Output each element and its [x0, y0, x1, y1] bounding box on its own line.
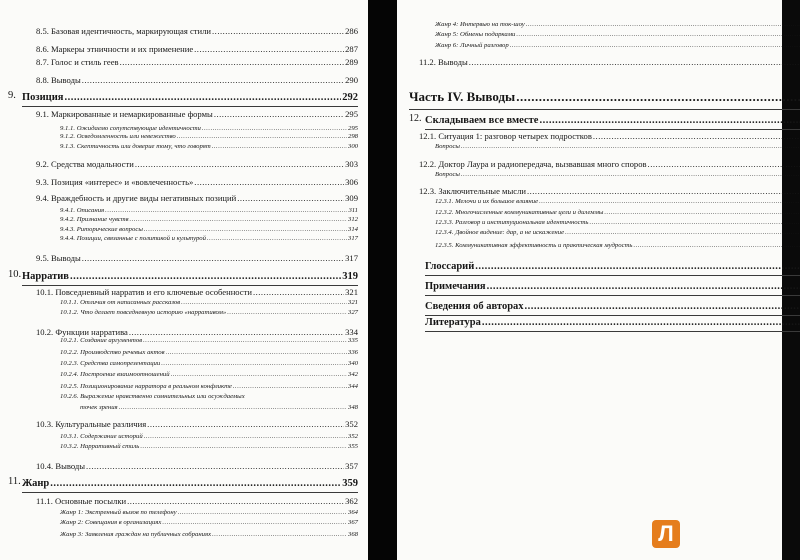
toc-entry-title: 9.4.2. Признание чувств — [60, 216, 129, 223]
dot-leader — [144, 434, 347, 441]
toc-entry-title: 10.2.5. Позиционирование нарратора в реальном конфликте — [60, 383, 232, 390]
toc-section-entry[interactable] — [36, 288, 358, 297]
toc-page-number: 357 — [345, 461, 358, 471]
toc-subsection-entry[interactable] — [60, 236, 358, 243]
dot-leader — [516, 32, 800, 39]
dot-leader — [82, 254, 344, 263]
toc-chapter-entry[interactable] — [22, 93, 358, 104]
toc-page-number: 317 — [345, 253, 358, 263]
dot-leader — [539, 116, 800, 127]
toc-entry-title: 9.2. Средства модальности — [36, 159, 134, 169]
toc-page-number: 298 — [347, 133, 358, 140]
toc-subsection-entry[interactable] — [60, 300, 358, 307]
toc-page-number: 355 — [347, 443, 358, 450]
toc-entry-title: 10.1. Повседневный нарратив и его ключевые особенности — [36, 287, 252, 297]
dot-leader — [461, 144, 800, 151]
dot-leader — [140, 444, 347, 451]
toc-chapter-entry[interactable] — [22, 272, 358, 283]
toc-subsection-entry[interactable] — [435, 243, 800, 250]
toc-entry-title: Жанр — [22, 478, 50, 489]
toc-entry-title: 10.2.3. Средства самопрезентации — [60, 360, 161, 367]
dot-leader — [487, 282, 800, 293]
chapter-rule — [22, 106, 358, 107]
toc-entry-title: 10.3. Культуральные различия — [36, 419, 147, 429]
dot-leader — [212, 27, 344, 36]
toc-entry-title: 8.6. Маркеры этничности и их применение — [36, 44, 194, 54]
dot-leader — [143, 338, 347, 345]
toc-section-entry[interactable] — [36, 420, 358, 429]
toc-entry-title: 10.1.2. Что делает повседневную историю «нарративом» — [60, 309, 227, 316]
toc-entry-title: Жанр 4: Интервью на ток-шоу — [435, 21, 525, 28]
toc-entry-title: 9.1.1. Ожидаемо сопутствующие идентичности — [60, 125, 201, 132]
dot-leader — [469, 58, 800, 67]
dot-leader — [475, 262, 800, 273]
toc-subsection-entry[interactable] — [60, 361, 358, 368]
toc-entry-title: Жанр 6: Личный разговор — [435, 42, 509, 49]
dot-leader — [161, 361, 347, 368]
dot-leader — [127, 497, 344, 506]
dot-leader — [527, 187, 800, 196]
dot-leader — [177, 134, 347, 141]
chapter-number: 10. — [8, 269, 22, 280]
toc-section-entry[interactable] — [36, 76, 358, 85]
toc-page-number: 295 — [345, 109, 358, 119]
toc-subsection-entry[interactable] — [60, 144, 358, 151]
toc-entry-title: 10.2.6. Выражение нравственно сомнительных или осуждаемых — [60, 393, 245, 400]
toc-section-entry[interactable] — [36, 462, 358, 471]
toc-subsection-entry[interactable] — [60, 338, 358, 345]
toc-subsection-entry[interactable] — [60, 520, 358, 527]
toc-subsection-entry[interactable] — [435, 144, 800, 151]
toc-page-number: 289 — [345, 57, 358, 67]
toc-section-entry[interactable] — [419, 58, 800, 67]
toc-page-number: 317 — [347, 235, 358, 242]
toc-section-entry[interactable] — [36, 328, 358, 337]
chapter-number: 11. — [8, 476, 21, 487]
toc-subsection-entry[interactable] — [60, 208, 358, 215]
toc-section-entry[interactable] — [36, 110, 358, 119]
toc-subsection-entry[interactable] — [60, 384, 358, 391]
toc-page-number: 290 — [345, 75, 358, 85]
toc-entry-title: Сведения об авторах — [425, 301, 524, 312]
toc-subsection-entry[interactable] — [60, 227, 358, 234]
chapter-number: 12. — [409, 113, 422, 124]
toc-page-number: 309 — [345, 193, 358, 203]
toc-page-number: 336 — [347, 349, 358, 356]
toc-page-number: 348 — [347, 404, 358, 411]
toc-entry-title: 12.1. Ситуация 1: разговор четырех подростков — [419, 131, 592, 141]
toc-entry-title: Жанр 3: Заявления граждан на публичных собраниях — [60, 531, 212, 538]
chapter-rule — [425, 315, 800, 316]
dot-leader — [593, 132, 800, 141]
dot-leader — [233, 384, 347, 391]
toc-entry-title: Нарратив — [22, 271, 69, 282]
toc-subsection-entry[interactable] — [60, 350, 358, 357]
dot-leader — [147, 420, 344, 429]
toc-entry-title: 11.1. Основные посылки — [36, 496, 127, 506]
toc-subsection-entry[interactable] — [435, 172, 800, 179]
dot-leader — [253, 288, 344, 297]
toc-page-number: 303 — [345, 159, 358, 169]
toc-page-number: 335 — [347, 337, 358, 344]
toc-entry-title: 10.2.2. Производство речевых актов — [60, 349, 165, 356]
toc-subsection-entry[interactable] — [60, 394, 358, 401]
dot-leader — [129, 217, 346, 224]
toc-subsection-entry[interactable] — [60, 532, 358, 539]
toc-subsection-entry[interactable] — [435, 230, 800, 237]
toc-subsection-entry[interactable] — [435, 43, 800, 50]
toc-entry-title: 12.3.5. Коммуникативная эффективность и практическая мудрость — [435, 242, 633, 249]
dot-leader — [135, 160, 344, 169]
toc-page-number: 352 — [345, 419, 358, 429]
dot-leader — [648, 160, 800, 169]
toc-page-number: 321 — [347, 299, 358, 306]
toc-entry-title: 10.2. Функции нарратива — [36, 327, 128, 337]
toc-entry-title: Жанр 1: Экстренный вызов по телефону — [60, 509, 177, 516]
toc-section-entry[interactable] — [419, 132, 800, 141]
dot-leader — [212, 144, 347, 151]
toc-page-number: 340 — [347, 360, 358, 367]
chapter-rule — [22, 285, 358, 286]
dot-leader — [227, 310, 347, 317]
toc-subsection-entry[interactable] — [435, 199, 800, 206]
right-page — [397, 0, 782, 560]
toc-chapter-entry[interactable] — [425, 116, 800, 127]
dot-leader — [202, 126, 347, 133]
toc-section-entry[interactable] — [36, 194, 358, 203]
toc-section-entry[interactable] — [36, 178, 358, 187]
toc-entry-title: 9.1.2. Осведомленность или невежество — [60, 133, 176, 140]
chapter-number: 9. — [8, 90, 16, 101]
toc-entry-title: Жанр 2: Совещания в организациях — [60, 519, 162, 526]
toc-section-entry[interactable] — [419, 160, 800, 169]
toc-entry-title: Жанр 5: Обмены подарками — [435, 31, 516, 38]
toc-section-entry[interactable] — [419, 187, 800, 196]
toc-subsection-entry[interactable] — [60, 434, 358, 441]
dot-leader — [207, 236, 347, 243]
toc-entry-title: 10.2.4. Построение взаимоотношений — [60, 371, 170, 378]
toc-page-number: 319 — [342, 271, 358, 282]
dot-leader — [212, 532, 347, 539]
dot-leader — [119, 405, 347, 412]
toc-page-number: 300 — [347, 143, 358, 150]
toc-entry-title: 12.3.1. Мелочи и их большое влияние — [435, 198, 539, 205]
chapter-rule — [425, 275, 800, 276]
toc-page-number: 321 — [345, 287, 358, 297]
toc-entry-title: 9.4.1. Описания — [60, 207, 105, 214]
toc-entry-title: 10.4. Выводы — [36, 461, 86, 471]
toc-page-number: 334 — [345, 327, 358, 337]
dot-leader — [526, 22, 800, 29]
dot-leader — [162, 520, 347, 527]
dot-leader — [589, 220, 800, 227]
toc-entry-title: 9.5. Выводы — [36, 253, 81, 263]
toc-subsection-entry[interactable] — [60, 310, 358, 317]
toc-entry-title: Вопросы — [435, 143, 460, 150]
toc-page-number: 327 — [347, 309, 358, 316]
toc-page-number: 342 — [347, 371, 358, 378]
toc-entry-title: Часть IV. Выводы — [409, 89, 516, 104]
page-edge — [782, 0, 800, 560]
dot-leader — [194, 45, 344, 54]
toc-section-entry[interactable] — [36, 497, 358, 506]
toc-subsection-entry[interactable] — [435, 210, 800, 217]
dot-leader — [166, 350, 347, 357]
toc-entry-title: Глоссарий — [425, 261, 475, 272]
chapter-rule — [425, 129, 800, 130]
dot-leader — [510, 43, 800, 50]
dot-leader — [237, 194, 344, 203]
toc-entry-title: 8.8. Выводы — [36, 75, 81, 85]
toc-section-entry[interactable] — [36, 27, 358, 36]
toc-chapter-entry[interactable] — [425, 282, 800, 293]
toc-chapter-entry[interactable] — [425, 302, 800, 313]
dot-leader — [461, 172, 800, 179]
dot-leader — [105, 208, 347, 215]
toc-page-number: 368 — [347, 531, 358, 538]
toc-subsection-entry[interactable] — [60, 217, 358, 224]
toc-entry-title: 12.3.3. Разговор и институциональная идентичность — [435, 219, 589, 226]
dot-leader — [129, 328, 344, 337]
dot-leader — [171, 372, 347, 379]
dot-leader — [539, 199, 800, 206]
chapter-rule — [425, 295, 800, 296]
dot-leader — [525, 302, 800, 313]
toc-entry-title: Вопросы — [435, 171, 460, 178]
dot-leader — [82, 76, 344, 85]
toc-subsection-entry[interactable] — [80, 405, 358, 412]
toc-subsection-entry[interactable] — [435, 32, 800, 39]
dot-leader — [178, 510, 347, 517]
toc-page-number: 314 — [347, 226, 358, 233]
dot-leader — [565, 230, 800, 237]
toc-entry-title: 11.2. Выводы — [419, 57, 468, 67]
dot-leader — [70, 272, 341, 283]
dot-leader — [516, 90, 800, 103]
toc-entry-title: 10.3.2. Нарративный стиль — [60, 443, 140, 450]
toc-entry-title: 9.4. Враждебность и другие виды негативных позиций — [36, 193, 237, 203]
toc-page-number: 306 — [345, 177, 358, 187]
toc-entry-title: 12.2. Доктор Лаура и радиопередача, вызвавшая много споров — [419, 159, 647, 169]
toc-entry-title: 12.3.4. Двойное видение: дар, а не искажение — [435, 229, 565, 236]
toc-entry-title: 9.1.3. Скептичность или доверие тому, что говорят — [60, 143, 211, 150]
toc-entry-title: точек зрения — [80, 404, 118, 411]
dot-leader — [120, 58, 345, 67]
toc-entry-title: 9.3. Позиция «интерес» и «вовлеченность» — [36, 177, 194, 187]
toc-entry-title: Примечания — [425, 281, 486, 292]
toc-page-number: 292 — [342, 92, 358, 103]
labirint-logo-icon: Л — [652, 520, 680, 548]
toc-page-number: 367 — [347, 519, 358, 526]
toc-chapter-entry[interactable] — [425, 262, 800, 273]
chapter-rule — [409, 109, 800, 110]
toc-entry-title: 9.1. Маркированные и немаркированные формы — [36, 109, 213, 119]
toc-section-entry[interactable] — [36, 45, 358, 54]
toc-page-number: 287 — [345, 44, 358, 54]
toc-section-entry[interactable] — [36, 58, 358, 67]
toc-page-number: 364 — [347, 509, 358, 516]
toc-page-number: 286 — [345, 26, 358, 36]
toc-subsection-entry[interactable] — [435, 22, 800, 29]
toc-chapter-entry[interactable] — [425, 318, 800, 329]
toc-part-entry[interactable] — [409, 90, 800, 103]
toc-page-number: 362 — [345, 496, 358, 506]
toc-entry-title: Литература — [425, 317, 481, 328]
toc-subsection-entry[interactable] — [60, 510, 358, 517]
toc-section-entry[interactable] — [36, 160, 358, 169]
dot-leader — [64, 93, 341, 104]
toc-entry-title: 8.7. Голос и стиль геев — [36, 57, 119, 67]
toc-entry-title: 8.5. Базовая идентичность, маркирующая стили — [36, 26, 212, 36]
toc-page-number: 311 — [348, 207, 358, 214]
toc-page-number: 344 — [347, 383, 358, 390]
dot-leader — [214, 110, 344, 119]
toc-page-number: 312 — [347, 216, 358, 223]
dot-leader — [144, 227, 347, 234]
toc-subsection-entry[interactable] — [435, 220, 800, 227]
chapter-rule — [425, 331, 800, 332]
toc-entry-title: 10.2.1. Создание аргументов — [60, 337, 143, 344]
toc-entry-title: 12.3. Заключительные мысли — [419, 186, 526, 196]
toc-page-number: 352 — [347, 433, 358, 440]
toc-section-entry[interactable] — [36, 254, 358, 263]
dot-leader — [181, 300, 347, 307]
toc-page-number: 295 — [347, 125, 358, 132]
toc-entry-title: Позиция — [22, 92, 64, 103]
dot-leader — [633, 243, 800, 250]
dot-leader — [86, 462, 344, 471]
toc-entry-title: 12.3.2. Многочисленные коммуникативные цели и дилеммы — [435, 209, 604, 216]
toc-subsection-entry[interactable] — [60, 372, 358, 379]
toc-subsection-entry[interactable] — [60, 126, 358, 133]
toc-subsection-entry[interactable] — [60, 134, 358, 141]
dot-leader — [482, 318, 800, 329]
toc-page-number: 359 — [342, 478, 358, 489]
toc-chapter-entry[interactable] — [22, 479, 358, 490]
dot-leader — [50, 479, 341, 490]
toc-entry-title: 10.3.1. Содержание историй — [60, 433, 143, 440]
toc-entry-title: 9.4.3. Риторические вопросы — [60, 226, 143, 233]
book-gutter — [368, 0, 397, 560]
dot-leader — [604, 210, 800, 217]
toc-subsection-entry[interactable] — [60, 444, 358, 451]
chapter-rule — [22, 492, 358, 493]
toc-entry-title: Складываем все вместе — [425, 115, 539, 126]
dot-leader — [194, 178, 344, 187]
toc-entry-title: 10.1.1. Отличия от написанных рассказов — [60, 299, 181, 306]
toc-entry-title: 9.4.4. Позиции, связанные с политикой и культурой — [60, 235, 206, 242]
